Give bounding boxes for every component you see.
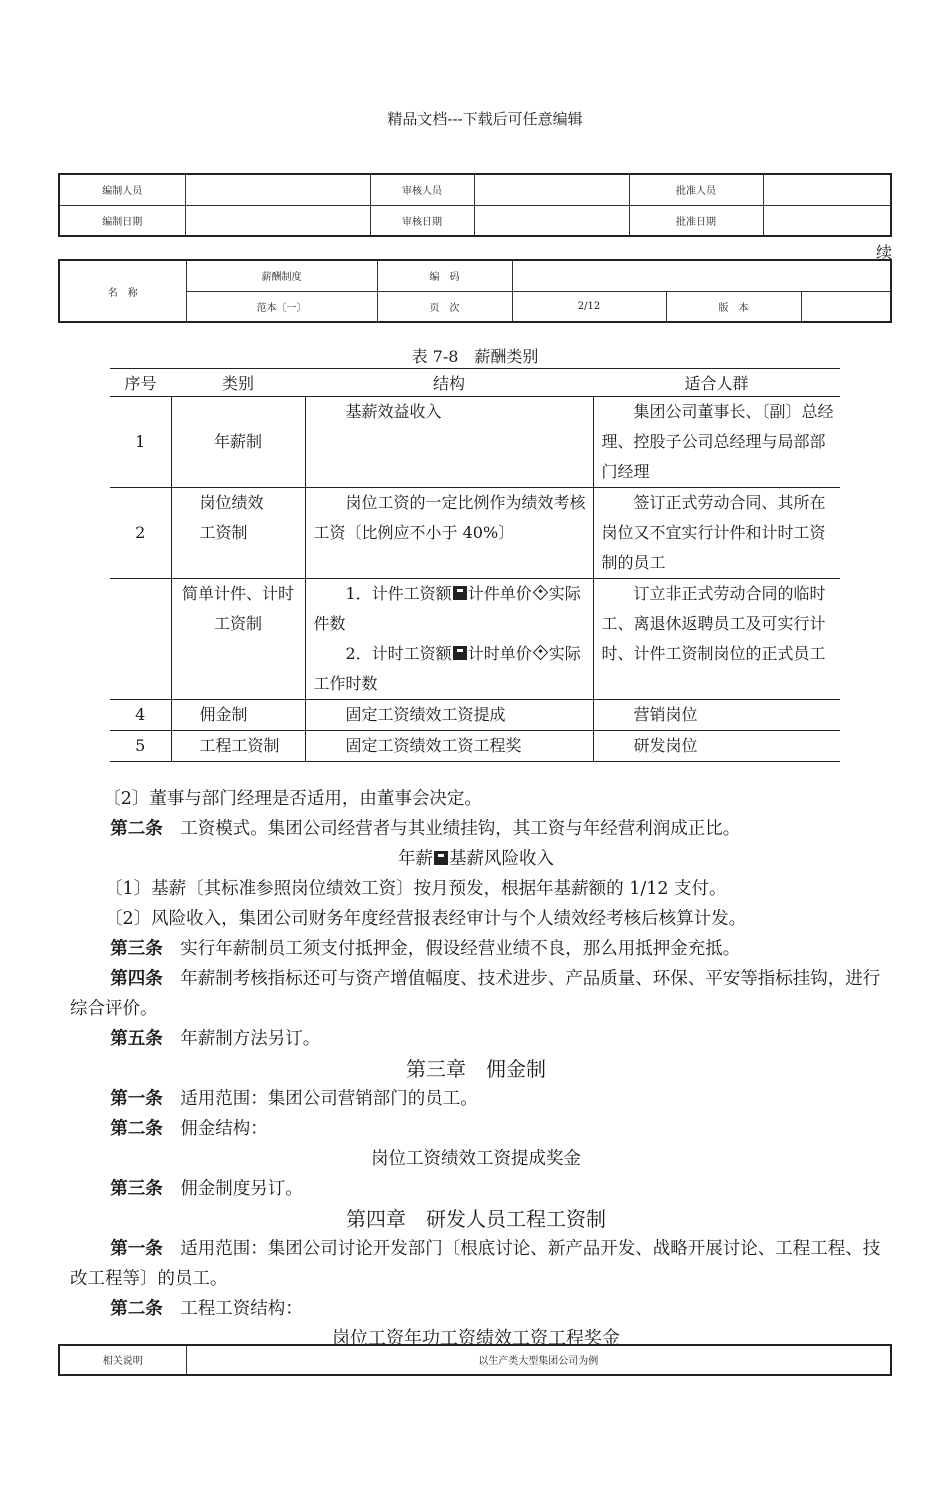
structure-1a: 1．计件工资额 [345, 584, 452, 603]
row-structure: 基薪效益收入 [345, 402, 442, 421]
chapter-title: 第四章 研发人员工程工资制 [346, 1207, 606, 1231]
row-type: 简单计件、计时工资制 [171, 579, 305, 700]
row-structure-line2 [314, 639, 587, 699]
row-no [110, 579, 171, 700]
article-label: 第二条 [110, 1119, 163, 1139]
article-label: 第二条 [110, 1299, 163, 1319]
version-label: 版 本 [666, 291, 801, 322]
row-no: 4 [110, 700, 171, 731]
row-group-cell [593, 488, 840, 579]
approved-by-label: 批准人员 [629, 174, 763, 205]
article-label: 第一条 [110, 1089, 163, 1109]
row-no: 2 [110, 488, 171, 579]
page-header-title: 精品文档---下载后可任意编辑 [387, 110, 583, 128]
row-structure: 岗位工资的一定比例作为绩效考核工资〔比例应不小于 40%〕 [313, 493, 586, 542]
code-label: 编 码 [377, 260, 512, 291]
structure-2c: 实际工作时数 [313, 644, 581, 693]
formula-part: 年薪 [398, 849, 433, 869]
equals-box-icon [453, 646, 467, 660]
table-row [110, 700, 840, 731]
article-text: 年薪制方法另订。 [180, 1029, 321, 1049]
approved-date-label: 批准日期 [629, 205, 763, 236]
article-paragraph [70, 964, 882, 1024]
paragraph: 〔1〕基薪〔其标准参照岗位绩效工资〕按月预发，根据年基薪额的 1/12 支付。 [105, 879, 727, 899]
equals-box-icon [453, 586, 467, 600]
article-label: 第一条 [110, 1239, 163, 1259]
times-diamond-icon [532, 645, 548, 661]
article-label: 第五条 [110, 1029, 163, 1049]
article-paragraph [70, 814, 882, 844]
row-type: 年薪制 [171, 397, 305, 488]
prepared-by-label: 编制人员 [59, 174, 185, 205]
row-structure: 固定工资绩效工资提成 [345, 705, 506, 724]
equals-box-icon [434, 851, 448, 865]
name-value-line1: 薪酬制度 [186, 260, 377, 291]
reviewed-by-label: 审核人员 [370, 174, 474, 205]
article-paragraph [70, 934, 882, 964]
col-header-type: 类别 [171, 369, 305, 397]
row-structure: 固定工资绩效工资工程奖 [345, 736, 522, 755]
row-group: 营销岗位 [633, 705, 698, 724]
name-value-line2: 范本〔一〕 [186, 291, 377, 322]
article-paragraph [70, 1234, 882, 1294]
table-caption: 表 7-8 薪酬类别 [411, 347, 539, 366]
prepared-date-value [185, 205, 370, 236]
row-no: 1 [110, 397, 171, 488]
article-text: 适用范围：集团公司讨论开发部门〔根底讨论、新产品开发、战略开展讨论、工程工程、技改工程等〕的员工。 [70, 1239, 881, 1289]
article-text: 适用范围：集团公司营销部门的员工。 [180, 1089, 478, 1109]
code-value [512, 260, 891, 291]
doc-info-table [58, 259, 892, 323]
article-label: 第四条 [110, 969, 163, 989]
article-text: 佣金结构： [180, 1119, 268, 1139]
article-label: 第三条 [110, 1179, 163, 1199]
article-paragraph [70, 1114, 882, 1144]
article-text: 实行年薪制员工须支付抵押金，假设经营业绩不良，那么用抵押金充抵。 [180, 939, 741, 959]
note-label: 相关说明 [59, 1345, 186, 1375]
table-row [110, 488, 840, 579]
table-row [110, 397, 840, 488]
salary-category-table [110, 368, 840, 762]
col-header-structure: 结构 [305, 369, 593, 397]
row-structure-cell [305, 731, 593, 762]
approved-date-value [763, 205, 891, 236]
approval-table [58, 173, 892, 237]
row-structure-line1 [314, 579, 587, 639]
row-type: 岗位绩效工资制 [171, 488, 305, 579]
article-paragraph [70, 1024, 882, 1054]
approved-by-value [763, 174, 891, 205]
article-text: 年薪制考核指标还可与资产增值幅度、技术进步、产品质量、环保、平安等指标挂钩，进行综合评价。 [70, 969, 881, 1019]
name-label: 名 称 [59, 260, 186, 322]
row-group-cell [593, 579, 840, 700]
formula-commission: 岗位工资绩效工资提成奖金 [371, 1149, 581, 1169]
row-no: 5 [110, 731, 171, 762]
body-text [70, 784, 882, 1354]
col-header-group: 适合人群 [593, 369, 840, 397]
reviewed-date-label: 审核日期 [370, 205, 474, 236]
article-text: 工程工资结构： [180, 1299, 303, 1319]
note-value: 以生产类大型集团公司为例 [186, 1345, 891, 1375]
row-group: 订立非正式劳动合同的临时工、离退休返聘员工及可实行计时、计件工资制岗位的正式员工 [601, 584, 826, 663]
row-group-cell [593, 397, 840, 488]
formula-annual-salary [70, 844, 882, 874]
paragraph: 〔2〕风险收入，集团公司财务年度经营报表经审计与个人绩效经考核后核算计发。 [105, 909, 747, 929]
article-paragraph [70, 1294, 882, 1324]
table-row [110, 579, 840, 700]
row-group-cell [593, 731, 840, 762]
formula-part: 基薪风险收入 [449, 849, 554, 869]
row-structure-cell [305, 700, 593, 731]
continued-marker: 续 [875, 243, 892, 262]
structure-2a: 2．计时工资额 [345, 644, 452, 663]
reviewed-by-value [474, 174, 629, 205]
note-table [58, 1344, 892, 1376]
row-type: 佣金制 [171, 700, 305, 731]
row-structure-cell [305, 579, 593, 700]
article-text: 佣金制度另订。 [180, 1179, 303, 1199]
formula-project-salary: 岗位工资年功工资绩效工资工程奖金 [332, 1328, 620, 1349]
article-paragraph [70, 1174, 882, 1204]
structure-1b: 计件单价 [467, 584, 532, 603]
reviewed-date-value [474, 205, 629, 236]
article-label: 第三条 [110, 939, 163, 959]
row-structure-cell [305, 397, 593, 488]
row-group-cell [593, 700, 840, 731]
row-structure-cell [305, 488, 593, 579]
article-label: 第二条 [110, 819, 163, 839]
page-label: 页 次 [377, 291, 512, 322]
row-group: 签订正式劳动合同、其所在岗位又不宜实行计件和计时工资制的员工 [601, 493, 826, 572]
prepared-by-value [185, 174, 370, 205]
row-group: 集团公司董事长、〔副〕总经理、控股子公司总经理与局部部门经理 [601, 402, 834, 481]
col-header-no: 序号 [110, 369, 171, 397]
structure-1c: 实际件数 [313, 584, 581, 633]
article-paragraph [70, 1084, 882, 1114]
paragraph: 〔2〕董事与部门经理是否适用，由董事会决定。 [103, 789, 482, 809]
table-row [110, 731, 840, 762]
structure-2b: 计时单价 [467, 644, 532, 663]
article-text: 工资模式。集团公司经营者与其业绩挂钩，其工资与年经营利润成正比。 [180, 819, 741, 839]
times-diamond-icon [532, 585, 548, 601]
version-value [801, 291, 891, 322]
page-value: 2/12 [512, 291, 666, 322]
chapter-title: 第三章 佣金制 [406, 1057, 546, 1081]
row-group: 研发岗位 [633, 736, 698, 755]
row-type: 工程工资制 [171, 731, 305, 762]
prepared-date-label: 编制日期 [59, 205, 185, 236]
